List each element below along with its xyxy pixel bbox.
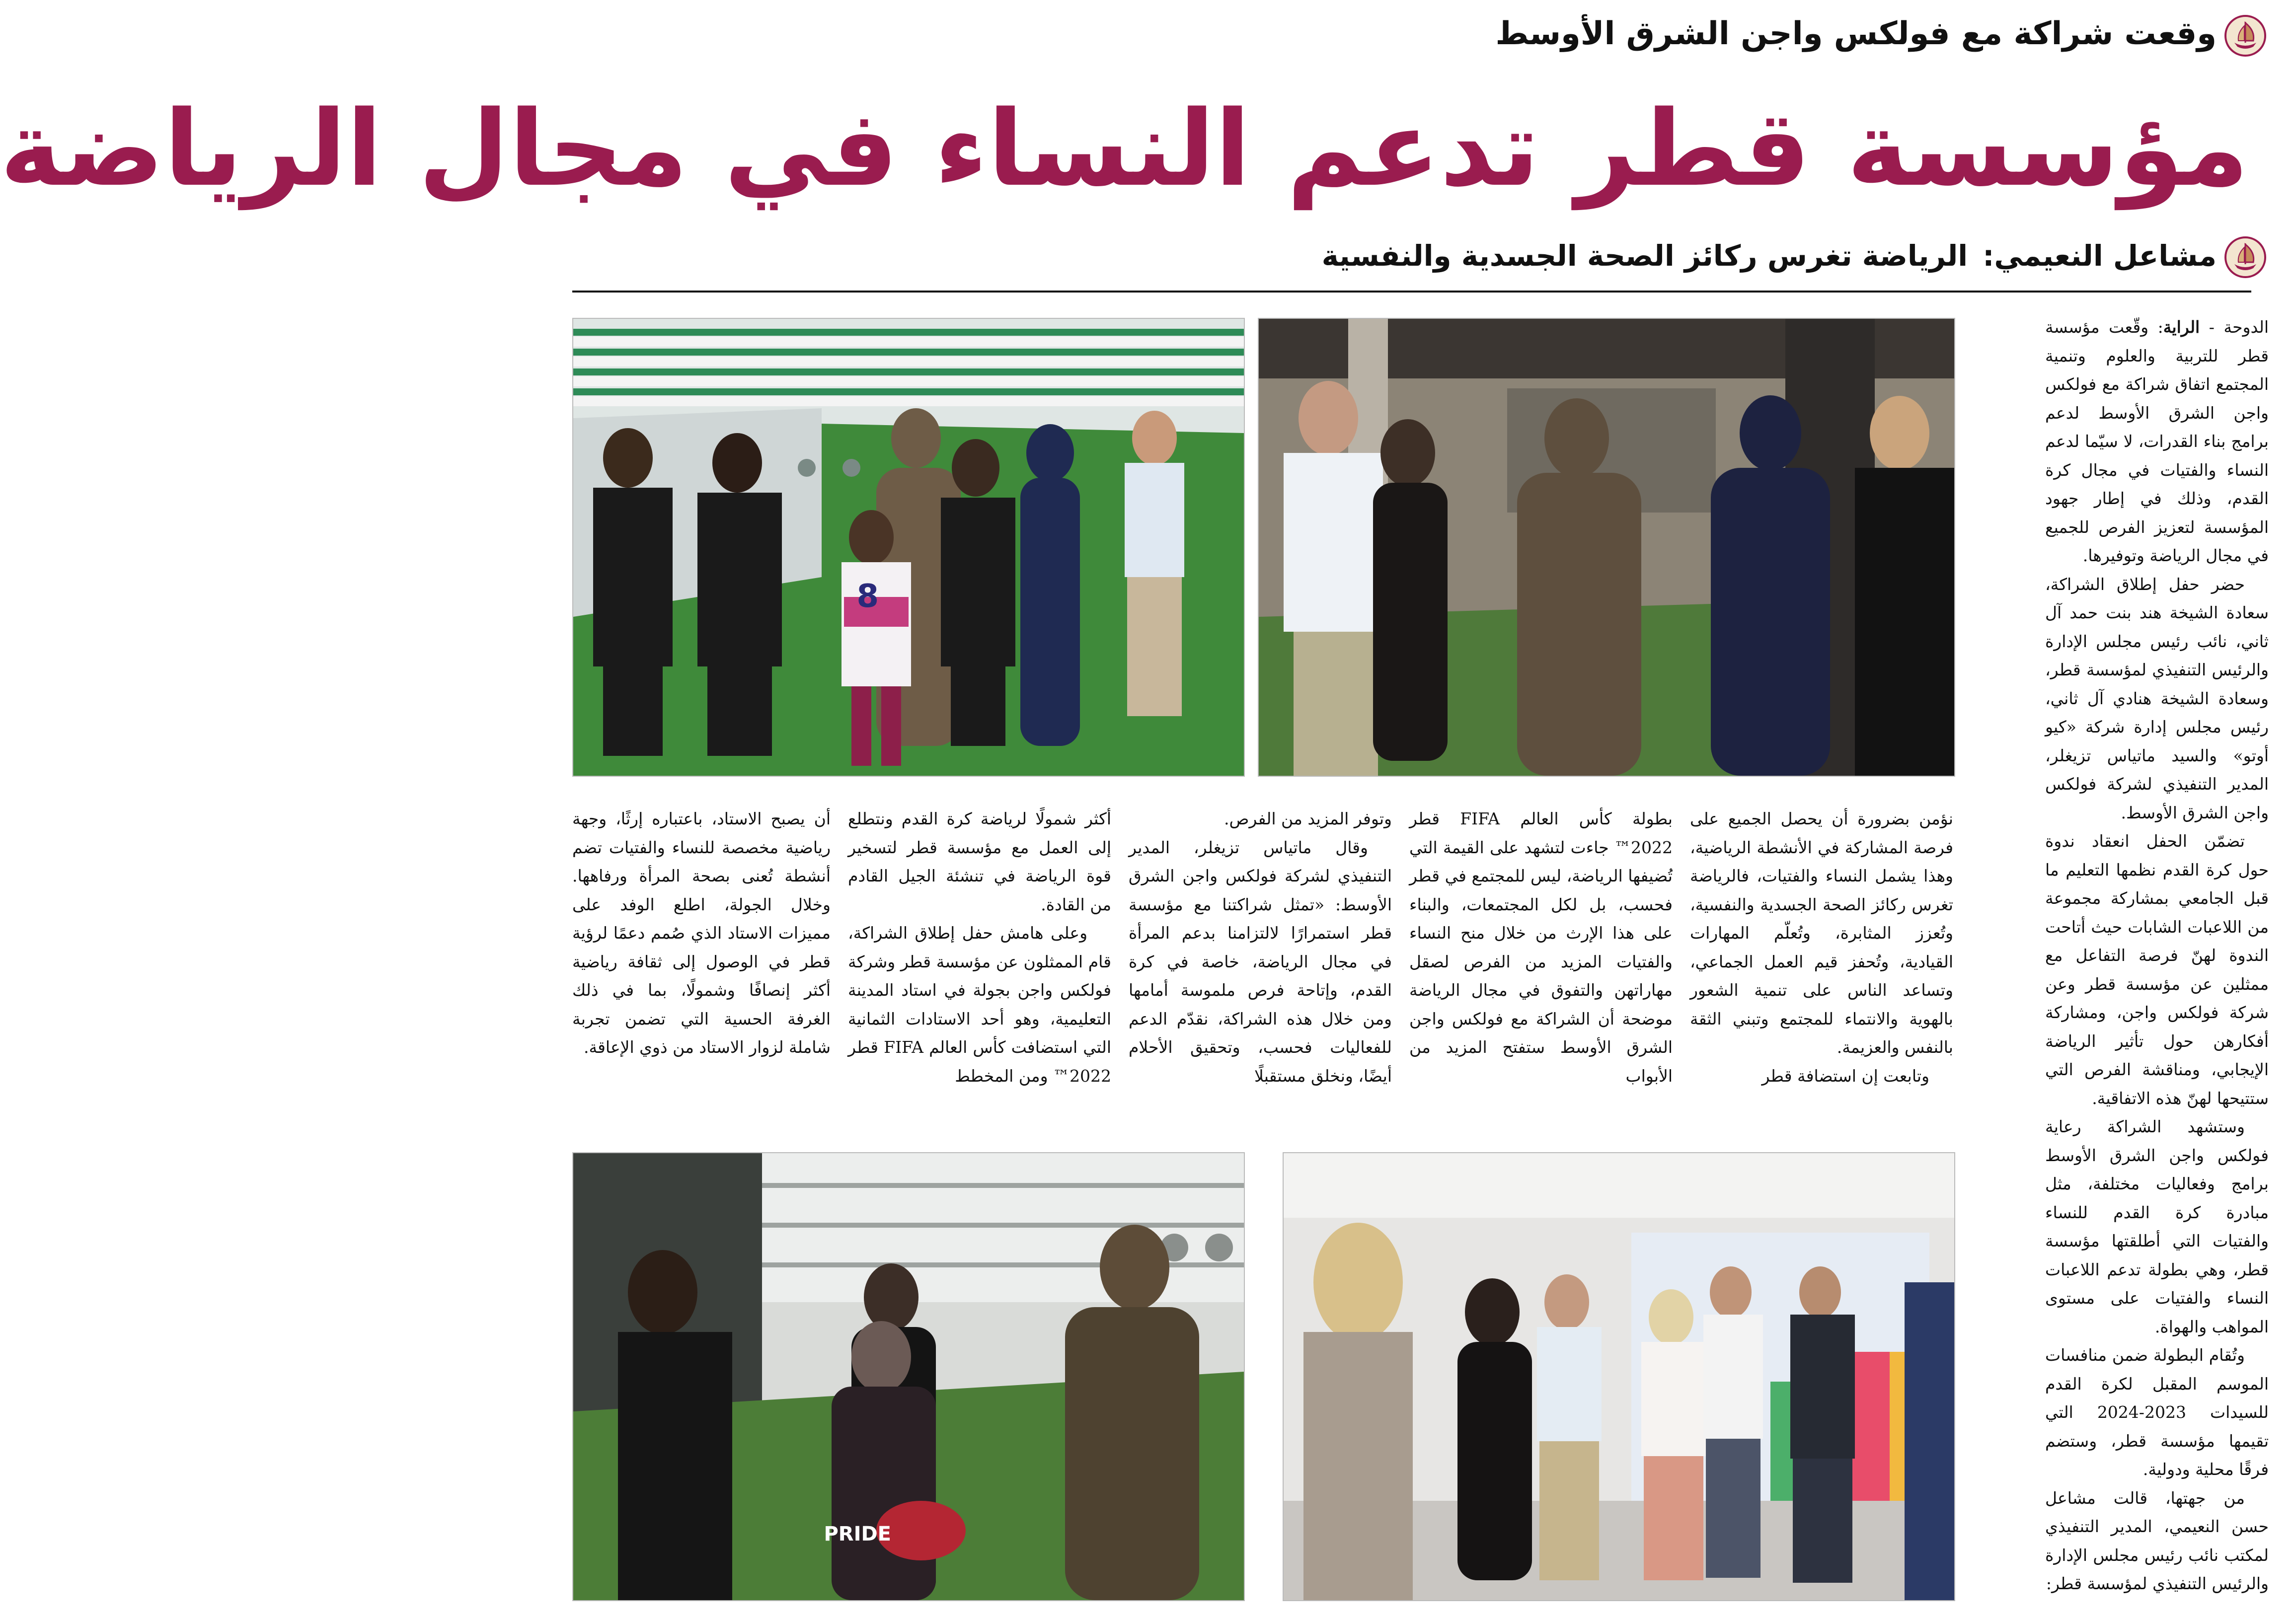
photo-indoor-tour	[1283, 1152, 1955, 1601]
subheadline	[1322, 231, 2217, 281]
dhow-emblem-icon	[2224, 12, 2266, 60]
subheadline-speaker: مشاعل النعيمي:	[1983, 239, 2217, 273]
article-paragraph: تضمّن الحفل انعقاد ندوة حول كرة القدم نظمها التعليم ما قبل الجامعي بمشاركة مجموعة من اللاعبات الشابات حيث أتاحت الندوة لهنّ فرصة التفاعل مع ممثلين عن مؤسسة قطر وعن شركة فولكس واجن، ومشاركة أفكارهن حول تأثير الرياضة الإيجابي، ومناقشة الفرص التي ستتيحها لهنّ هذه الاتفاقية.	[2045, 831, 2269, 1108]
byline-place: الدوحة -	[2200, 317, 2269, 337]
header-rule	[572, 291, 2251, 293]
article-column-5	[848, 805, 1111, 1132]
article-paragraph: حضر حفل إطلاق الشراكة، سعادة الشيخة هند بنت حمد آل ثاني، نائب رئيس مجلس الإدارة والرئيس التنفيذي لمؤسسة قطر، وسعادة الشيخة هنادي آل ثاني، رئيس مجلس إدارة شركة «كيو أوتو» والسيد ماتياس تزيغلر، المدير التنفيذي لشركة فولكس واجن الشرق الأوسط.	[2045, 574, 2269, 822]
subheadline-quote: الرياضة تغرس ركائز الصحة الجسدية والنفسية	[1321, 239, 1968, 273]
article-paragraph: وقال ماتياس تزيغلر، المدير التنفيذي لشركة فولكس واجن الشرق الأوسط: «تمثل شراكتنا مع مؤسسة قطر استمرارًا لالتزامنا بدعم المرأة في مجال الرياضة، خاصة في كرة القدم، وإتاحة فرص ملموسة أمامها ومن خلال هذه الشراكة، نقدّم الدعم للفعاليات فحسب، وتحقيق الأحلام أيضًا، ونخلق مستقبلًا	[1129, 837, 1392, 1086]
photo-meeting-group	[1258, 318, 1955, 777]
photo-handshake	[572, 1152, 1245, 1601]
article-column-6	[572, 805, 831, 1132]
headline: مؤسسة قطر تدعم النساء في مجال الرياضة	[0, 88, 2249, 210]
byline-source: الراية	[2163, 317, 2200, 337]
kicker	[1496, 9, 2217, 59]
paragraph-text: : وقّعت مؤسسة قطر للتربية والعلوم وتنمية المجتمع اتفاق شراكة مع فولكس واجن الشرق الأوسط لدعم برامج بناء القدرات، لا سيّما لدعم النساء والفتيات في مجال كرة القدم، وذلك في إطار جهود المؤسسة لتعزيز الفرص للجميع في مجال الرياضة وتوفيرها.	[2045, 317, 2269, 565]
bag-text: PRIDE	[824, 1523, 891, 1546]
article-paragraph: نؤمن بضرورة أن يحصل الجميع على فرصة المشاركة في الأنشطة الرياضية، وهذا يشمل النساء والفتيات، فالرياضة تغرس ركائز الصحة الجسدية والنفسية، وتُعزز المثابرة، وتُعلّم المهارات القيادية، وتُحفز قيم العمل الجماعي، وتساعد الناس على تنمية الشعور بالهوية والانتماء للمجتمع وتبني الثقة بالنفس والعزيمة.	[1690, 809, 1953, 1057]
article-column-1	[2045, 313, 2269, 1604]
article-paragraph	[2045, 313, 2269, 570]
dhow-emblem-icon	[2224, 233, 2266, 281]
jersey-number: 8	[856, 578, 879, 615]
article-column-3	[1409, 805, 1673, 1132]
article-paragraph: من جهتها، قالت مشاعل حسن النعيمي، المدير التنفيذي لمكتب نائب رئيس مجلس الإدارة والرئيس التنفيذي لمؤسسة قطر:	[2045, 1488, 2269, 1593]
article-paragraph: وعلى هامش حفل إطلاق الشراكة، قام الممثلون عن مؤسسة قطر وشركة فولكس واجن بجولة في استاد المدينة التعليمية، وهو أحد الاستادات الثمانية التي استضافت كأس العالم FIFA قطر 2022™ ومن المخطط	[848, 923, 1111, 1086]
article-column-4	[1129, 805, 1392, 1132]
article-paragraph: أكثر شمولًا لرياضة كرة القدم ونتطلع إلى العمل مع مؤسسة قطر لتسخير قوة الرياضة في تنشئة الجيل القادم من القادة.	[848, 809, 1111, 914]
article-paragraph: وستشهد الشراكة رعاية فولكس واجن الشرق الأوسط برامج وفعاليات مختلفة، مثل مبادرة كرة القدم للنساء والفتيات التي أطلقتها مؤسسة قطر، وهي بطولة تدعم اللاعبات النساء والفتيات على مستوى المواهب والهواة.	[2045, 1117, 2269, 1336]
article-paragraph: وتوفر المزيد من الفرص.	[1224, 809, 1392, 828]
article-paragraph: وتُقام البطولة ضمن منافسات الموسم المقبل لكرة القدم للسيدات 2023-2024 التي تقيمها مؤسسة قطر، وستضم فرقًا محلية ودولية.	[2045, 1345, 2269, 1479]
article-column-2	[1690, 805, 1953, 1132]
article-paragraph: وتابعت إن استضافة قطر	[1761, 1066, 1929, 1086]
article-paragraph: أن يصبح الاستاد، باعتباره إرثًا، وجهة رياضية مخصصة للنساء والفتيات تضم أنشطة تُعنى بصحة المرأة ورفاهها. وخلال الجولة، اطلع الوفد على مميزات الاستاد الذي صُمم دعمًا لرؤية قطر في الوصول إلى ثقافة رياضية أكثر إنصافًا وشمولًا، بما في ذلك الغرفة الحسية التي تضمن تجربة شاملة لزوار الاستاد من ذوي الإعاقة.	[572, 809, 831, 1057]
article-paragraph: بطولة كأس العالم FIFA قطر 2022™ جاءت لتشهد على القيمة التي تُضيفها الرياضة، ليس للمجتمع في قطر فحسب، بل لكل المجتمعات، والبناء على هذا الإرث من خلال منح النساء والفتيات المزيد من الفرص لصقل مهاراتهن والتفوق في مجال الرياضة موضحة أن الشراكة مع فولكس واجن الشرق الأوسط ستفتح المزيد من الأبواب	[1409, 809, 1673, 1086]
kicker-text: وقعت شراكة مع فولكس واجن الشرق الأوسط	[1495, 15, 2217, 52]
photo-players-stadium	[572, 318, 1245, 777]
